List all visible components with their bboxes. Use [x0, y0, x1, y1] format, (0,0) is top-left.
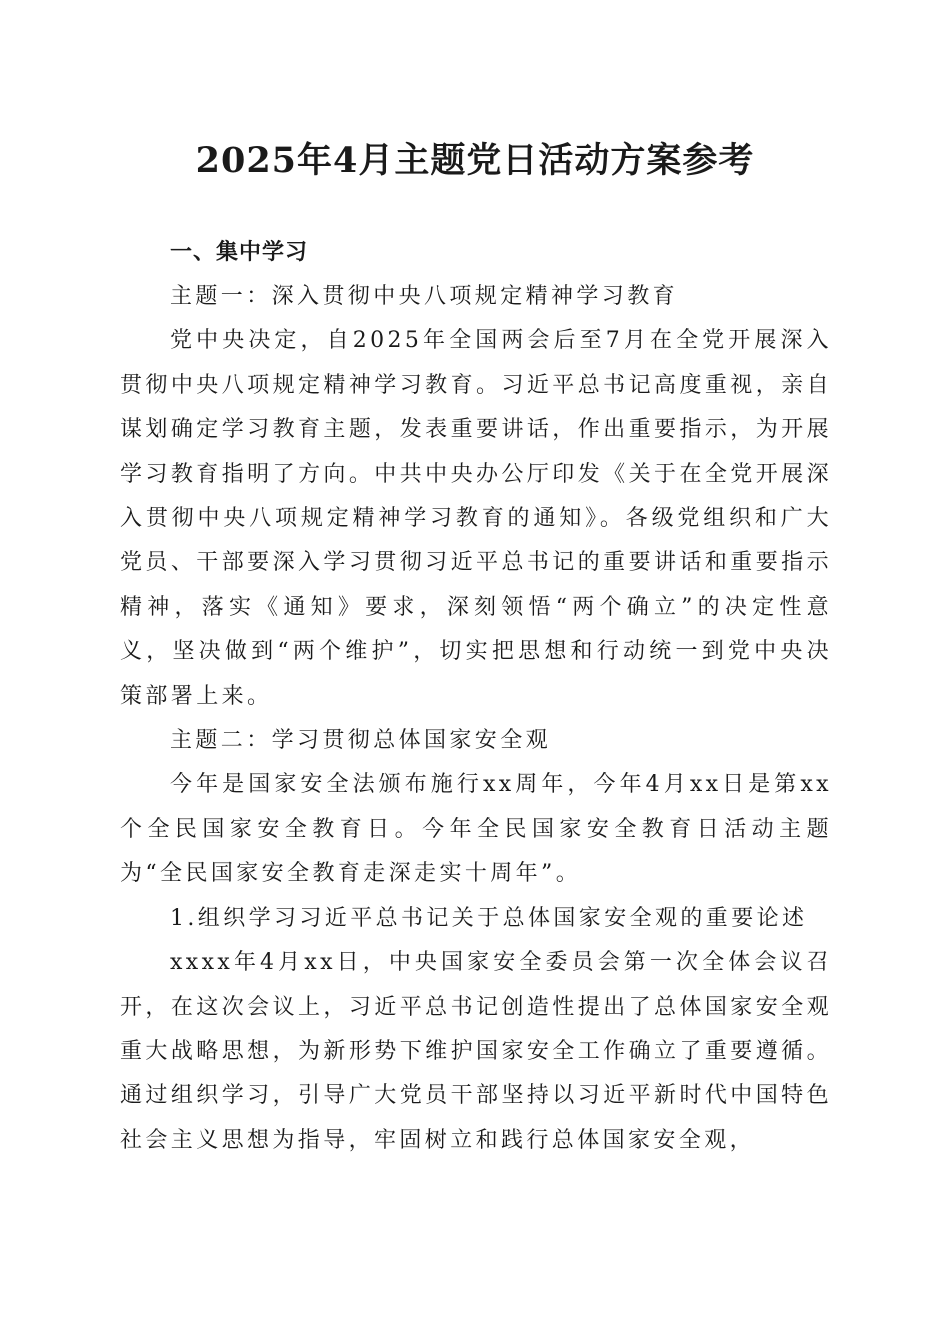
document-title: 2025年4月主题党日活动方案参考 — [195, 140, 755, 181]
item-one-heading: 1.组织学习习近平总书记关于总体国家安全观的重要论述 — [170, 905, 808, 931]
item-one-paragraph: xxxx年4月xx日，中央国家安全委员会第一次全体会议召开，在这次会议上，习近平总书记创造性提出了总体国家安全观重大战略思想，为新形势下维护国家安全工作确立了重要遵循。通过组织学习，引导广大党员干部坚持以习近平新时代中国特色社会主义思想为指导，牢固树立和践行总体国家安全观， — [120, 950, 832, 1153]
topic-one-paragraph: 党中央决定，自2025年全国两会后至7月在全党开展深入贯彻中央八项规定精神学习教育。习近平总书记高度重视，亲自谋划确定学习教育主题，发表重要讲话，作出重要指示，为开展学习教育指明了方向。中共中央办公厅印发《关于在全党开展深入贯彻中央八项规定精神学习教育的通知》。各级党组织和广大党员、干部要深入学习贯彻习近平总书记的重要讲话和重要指示精神，落实《通知》要求，深刻领悟“两个确立”的决定性意义，坚决做到“两个维护”，切实把思想和行动统一到党中央决策部署上来。 — [120, 328, 832, 709]
topic-one-heading: 主题一：深入贯彻中央八项规定精神学习教育 — [170, 284, 679, 309]
topic-two-heading: 主题二：学习贯彻总体国家安全观 — [170, 728, 552, 754]
document-body — [120, 231, 832, 1163]
topic-two-paragraph: 今年是国家安全法颁布施行xx周年，今年4月xx日是第xx个全民国家安全教育日。今年全民国家安全教育日活动主题为“全民国家安全教育走深走实十周年”。 — [120, 772, 832, 887]
section-heading-centralized-study: 一、集中学习 — [170, 240, 309, 265]
